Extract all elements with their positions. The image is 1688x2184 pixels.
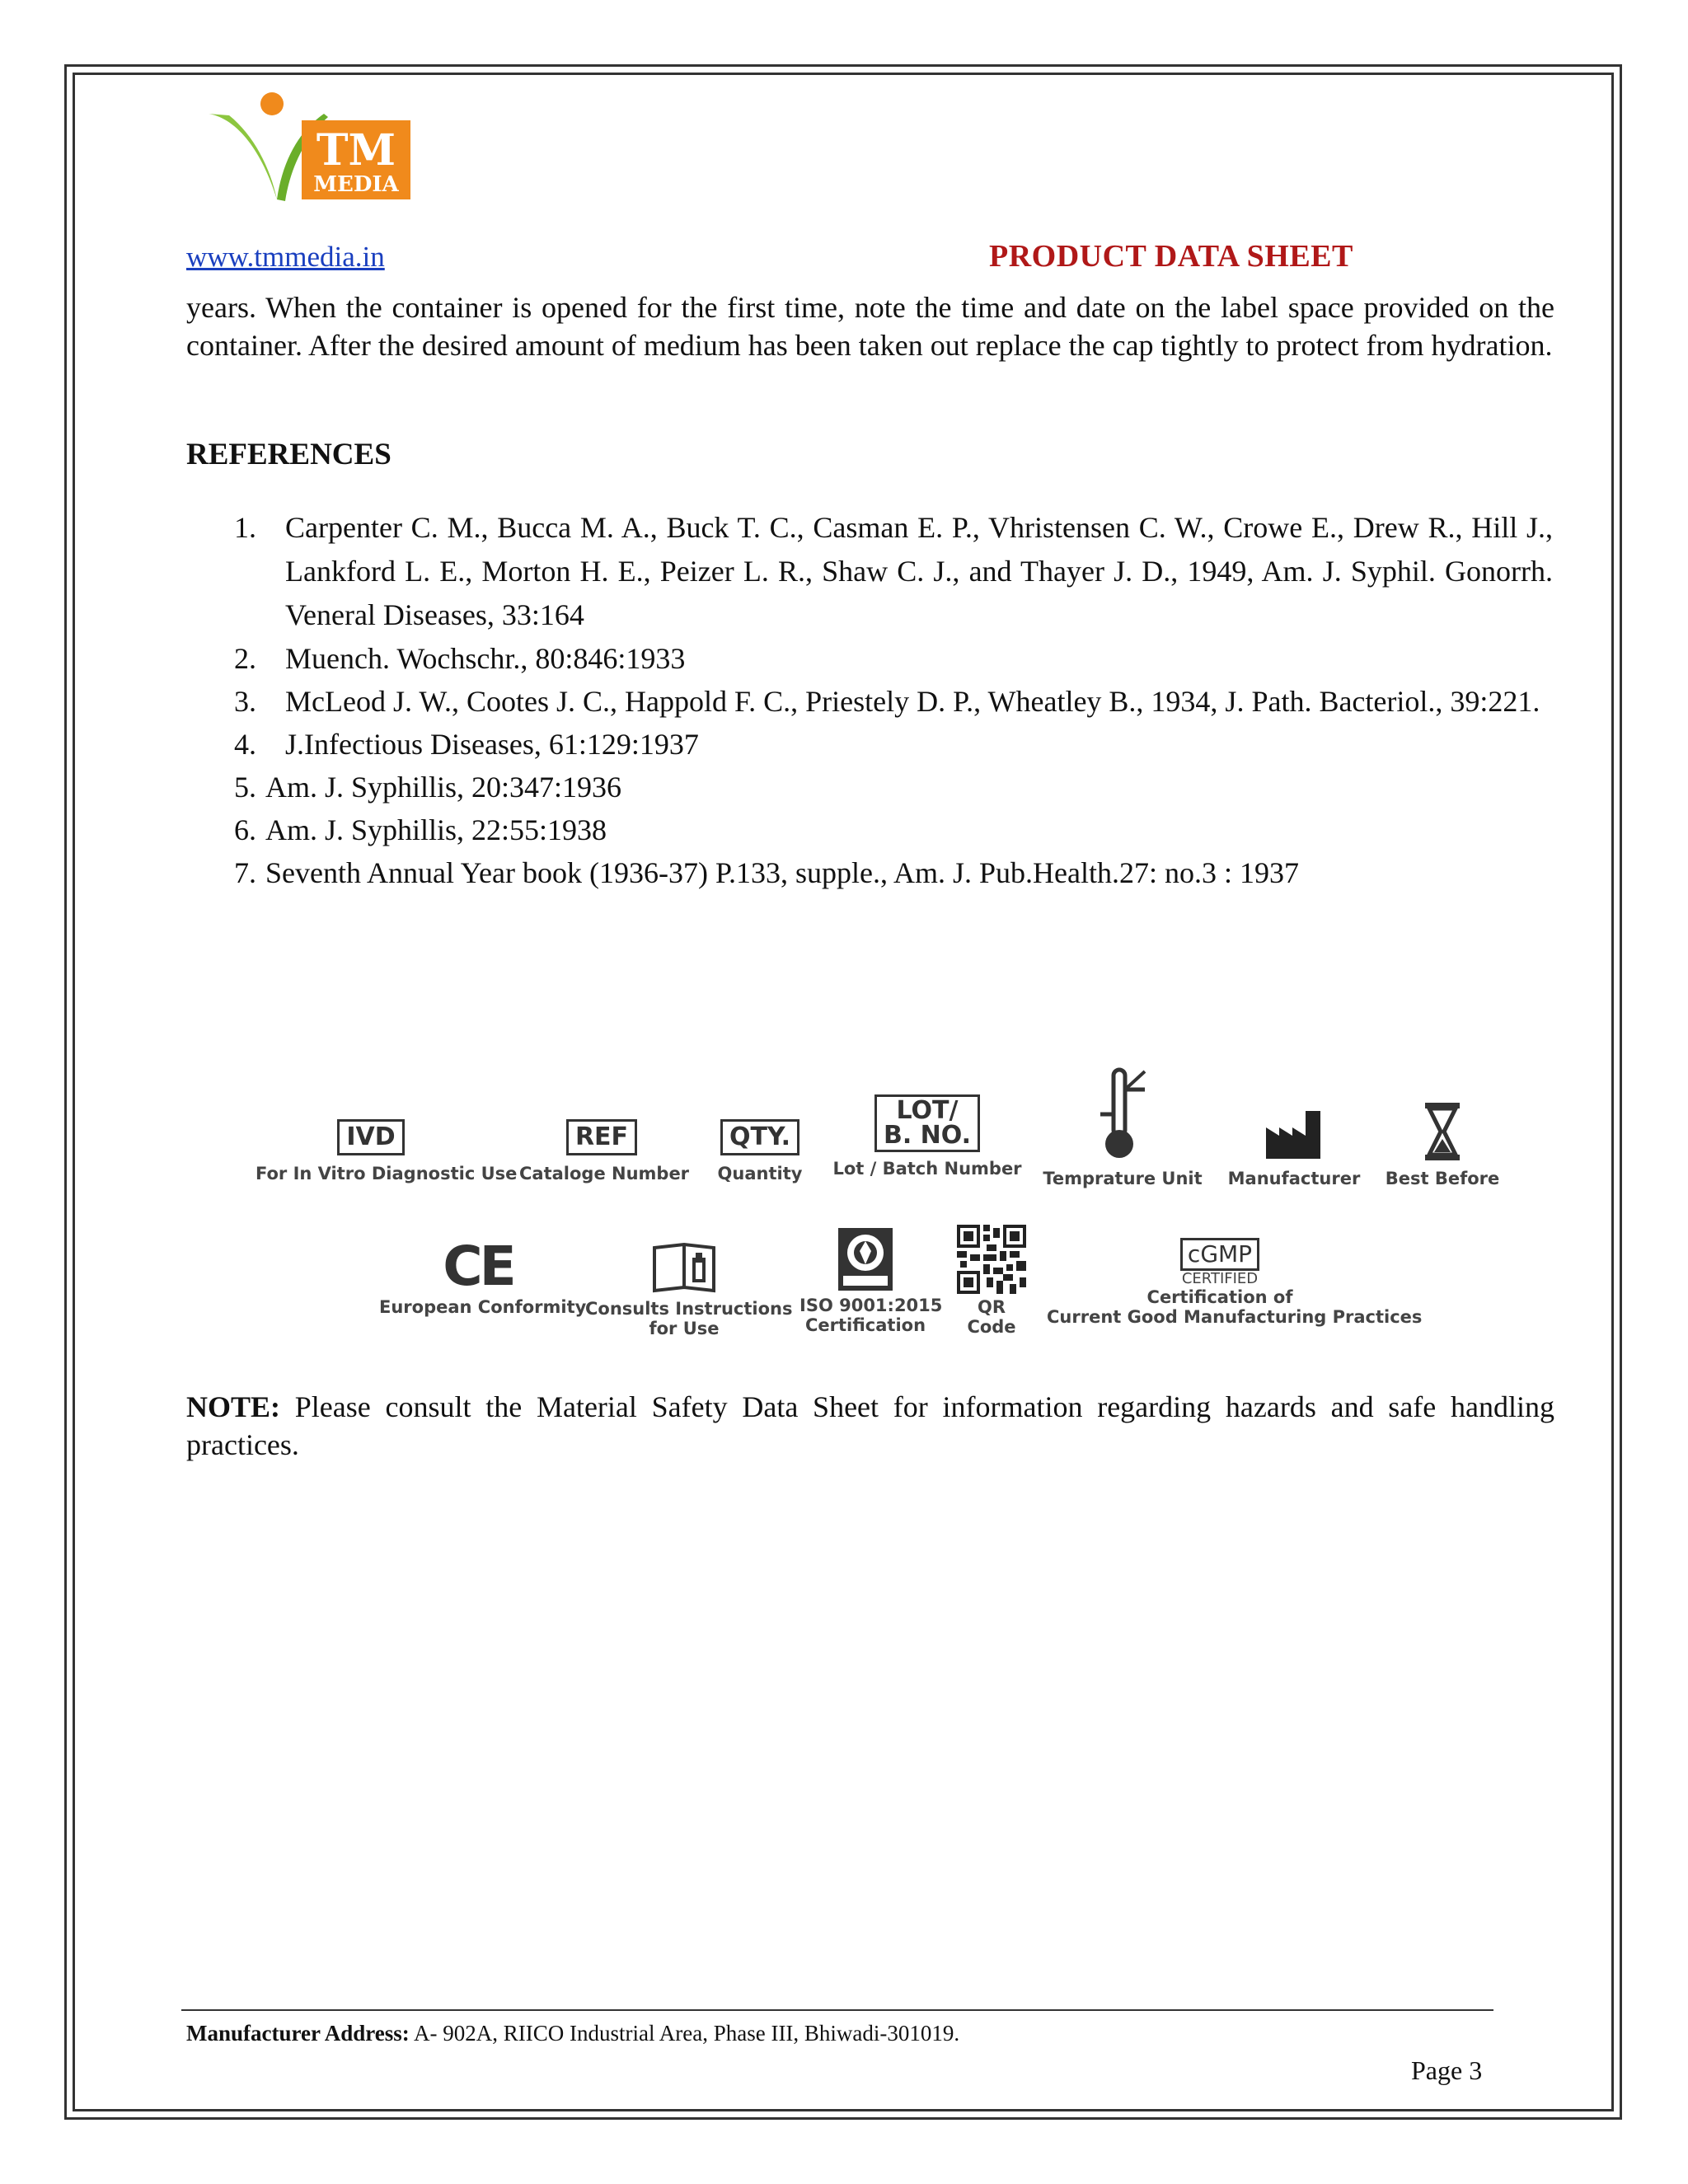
cgmp-symbol: cGMP CERTIFIED Certification of Current Good Manufacturing Practices [1047, 1238, 1393, 1327]
reference-item: 2. Muench. Wochschr., 80:846:1933 [234, 642, 686, 675]
reference-item: 5. Am. J. Syphillis, 20:347:1936 [234, 771, 622, 804]
svg-text:MEDIA: MEDIA [313, 172, 399, 197]
website-link[interactable]: www.tmmedia.in [186, 241, 385, 273]
reference-item: 6. Am. J. Syphillis, 22:55:1938 [234, 813, 607, 846]
ce-symbol: CE European Conformity [379, 1235, 587, 1317]
reference-item: 4. J.Infectious Diseases, 61:129:1937 [234, 728, 699, 761]
document-title: PRODUCT DATA SHEET [989, 239, 1353, 274]
reference-item: 1. Carpenter C. M., Bucca M. A., Buck T. C., Casman E. P., Vhristensen C. W., Crowe E., Drew R., Hill J., Lankford L. E., Morton H. E., Peizer L. R., Shaw C. J., and Thayer J. D., 1949, Am. J. Syphil. Gonorrh. Veneral Diseases, 33:164 [234, 511, 1553, 631]
page-number: Page 3 [1411, 2055, 1483, 2085]
manufacturer-symbol: Manufacturer [1220, 1104, 1368, 1188]
ref-symbol: REF Cataloge Number [519, 1119, 684, 1183]
references-heading: REFERENCES [186, 438, 392, 471]
qty-symbol: QTY. Quantity [702, 1119, 818, 1183]
factory-icon [1263, 1104, 1325, 1162]
iso-certification-icon [837, 1226, 894, 1292]
hourglass-icon [1422, 1101, 1463, 1162]
iso-symbol: ISO 9001:2015 Certification [799, 1226, 931, 1335]
lot-symbol: LOT/ B. NO. Lot / Batch Number [832, 1096, 1022, 1179]
note-label: NOTE: [186, 1390, 281, 1423]
ivd-symbol: IVD For In Vitro Diagnostic Use [256, 1119, 486, 1183]
book-info-icon [651, 1241, 717, 1294]
qr-code-icon [957, 1225, 1026, 1294]
references-list [234, 506, 1553, 894]
reference-item: 7. Seventh Annual Year book (1936-37) P.133, supple., Am. J. Pub.Health.27: no.3 : 1937 [234, 856, 1299, 889]
ifu-symbol: Consults Instructions for Use [585, 1241, 783, 1338]
tm-media-logo [204, 86, 419, 209]
reference-item: 3. McLeod J. W., Cootes J. C., Happold F. C., Priestely D. P., Wheatley B., 1934, J. Path. Bacteriol., 39:221. [234, 685, 1540, 718]
svg-text:TM: TM [316, 125, 396, 176]
thermometer-icon [1094, 1065, 1151, 1164]
manufacturer-address: Manufacturer Address: A- 902A, RIICO Industrial Area, Phase III, Bhiwadi-301019. [186, 2021, 960, 2046]
temperature-symbol: Temprature Unit [1040, 1065, 1205, 1188]
best-before-symbol: Best Before [1385, 1101, 1500, 1188]
footer-divider [181, 2009, 1493, 2011]
qr-symbol: QR Code [946, 1225, 1037, 1337]
page-border-inner [73, 73, 1614, 2111]
intro-paragraph: years. When the container is opened for the first time, note the time and date on the label space provided on the container. After the desired amount of medium has been taken out replace the cap tightly to protect from hydration. [186, 291, 1554, 362]
note-paragraph: NOTE: Please consult the Material Safety Data Sheet for information regarding hazards and safe handling practices. [186, 1390, 1554, 1461]
